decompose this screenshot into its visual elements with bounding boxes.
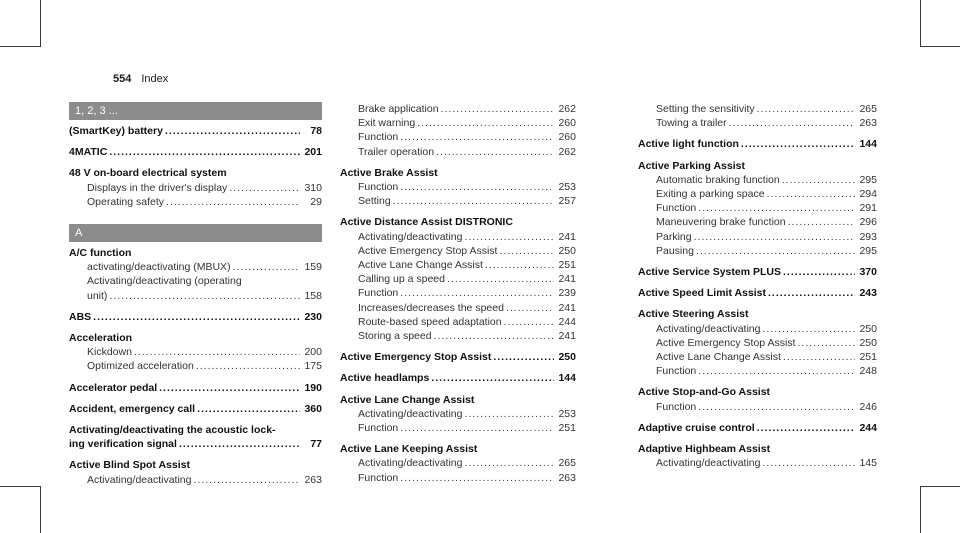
- subentry-wrap: Activating/deactivating (operating: [87, 275, 242, 288]
- entry-heading: Adaptive Highbeam Assist: [638, 443, 771, 456]
- subentry-line[interactable]: [638, 364, 877, 378]
- subentry-line[interactable]: [638, 456, 877, 470]
- index-entry: [638, 102, 877, 130]
- subentry-line[interactable]: [340, 244, 576, 258]
- index-entry: [69, 423, 322, 451]
- leader-dots: [506, 301, 554, 315]
- entry-main-line[interactable]: [69, 124, 322, 138]
- entry-label: Active Lane Change Assist: [656, 351, 781, 364]
- subentry-line[interactable]: [340, 230, 576, 244]
- leader-dots: [400, 130, 554, 144]
- entry-heading: Active Parking Assist: [638, 159, 745, 172]
- entry-label: Active Speed Limit Assist: [638, 287, 766, 300]
- leader-dots: [400, 180, 554, 194]
- page-ref[interactable]: 201: [304, 146, 322, 159]
- leader-dots: [434, 329, 554, 343]
- entry-label: Activating/deactivating: [656, 457, 761, 470]
- index-entry: [69, 246, 322, 303]
- leader-dots: [767, 187, 855, 201]
- leader-dots: [165, 124, 300, 138]
- leader-dots: [762, 456, 855, 470]
- page-header: [113, 73, 168, 85]
- leader-dots: [464, 230, 554, 244]
- entry-label: Storing a speed: [358, 330, 432, 343]
- page-number: 554: [113, 73, 132, 85]
- page-ref[interactable]: 248: [859, 365, 877, 378]
- entry-label: Increases/decreases the speed: [358, 301, 504, 314]
- page-ref[interactable]: 29: [310, 195, 322, 208]
- entry-heading: 48 V on-board electrical system: [69, 167, 227, 180]
- leader-dots: [696, 244, 855, 258]
- entry-label: Trailer operation: [358, 145, 435, 158]
- leader-dots: [783, 265, 855, 279]
- leader-dots: [485, 258, 554, 272]
- entry-label: Activating/deactivating: [358, 230, 463, 243]
- entry-label: activating/deactivating (MBUX): [87, 261, 231, 274]
- page-ref[interactable]: 253: [558, 181, 576, 194]
- index-entry: [69, 166, 322, 209]
- leader-dots: [729, 116, 855, 130]
- page-ref[interactable]: 251: [558, 259, 576, 272]
- page-ref[interactable]: 295: [859, 244, 877, 257]
- leader-dots: [166, 195, 300, 209]
- entry-label: 4MATIC: [69, 146, 108, 159]
- index-entry: [340, 442, 576, 485]
- entry-label: Kickdown: [87, 346, 132, 359]
- entry-label: ABS: [69, 310, 92, 323]
- entry-label: Activating/deactivating: [87, 473, 192, 486]
- section-spacer: [69, 209, 322, 224]
- entry-main-line[interactable]: [69, 402, 322, 416]
- leader-dots: [197, 402, 300, 416]
- page-ref[interactable]: 265: [859, 103, 877, 115]
- entry-label: Calling up a speed: [358, 273, 445, 286]
- entry-label: Adaptive cruise control: [638, 421, 755, 434]
- entry-label: Optimized acceleration: [87, 360, 194, 373]
- entry-heading: Active Blind Spot Assist: [69, 459, 190, 472]
- entry-label: (SmartKey) battery: [69, 125, 163, 137]
- leader-dots: [436, 145, 554, 159]
- index-entry: [69, 124, 322, 138]
- subentry-line[interactable]: [638, 173, 877, 187]
- leader-dots: [417, 116, 554, 130]
- subentry-line[interactable]: [69, 181, 322, 195]
- leader-dots: [109, 289, 300, 303]
- leader-dots: [694, 230, 855, 244]
- subentry-line[interactable]: [340, 272, 576, 286]
- subentry-line[interactable]: [340, 258, 576, 272]
- page-ref[interactable]: 241: [558, 301, 576, 314]
- leader-dots: [229, 181, 300, 195]
- page-ref[interactable]: 263: [859, 117, 877, 130]
- page-ref[interactable]: 244: [558, 315, 576, 328]
- index-entry: [69, 458, 322, 486]
- subentry-line[interactable]: [638, 350, 877, 364]
- entry-main-line[interactable]: [638, 137, 877, 151]
- entry-label: Maneuvering brake function: [656, 216, 786, 229]
- leader-dots: [741, 137, 855, 151]
- index-entry: [69, 331, 322, 374]
- subentry-line[interactable]: [340, 145, 576, 159]
- page-ref[interactable]: 250: [558, 351, 576, 364]
- subentry-line[interactable]: [638, 102, 877, 116]
- entry-heading: A/C function: [69, 247, 132, 260]
- page-ref[interactable]: 77: [310, 438, 322, 451]
- leader-dots: [464, 407, 554, 421]
- entry-label: Operating safety: [87, 195, 165, 208]
- crop-mark: [40, 486, 41, 533]
- subentry-line[interactable]: [340, 329, 576, 343]
- entry-label: Brake application: [358, 103, 439, 115]
- subentry-line[interactable]: [340, 421, 576, 435]
- leader-dots: [109, 145, 300, 159]
- crop-mark: [920, 486, 960, 487]
- index-entry: [638, 265, 877, 279]
- index-entry: [340, 393, 576, 436]
- section-title: Index: [141, 73, 169, 85]
- entry-heading: Activating/deactivating the acoustic lock-: [69, 424, 276, 437]
- index-entry: [340, 350, 576, 364]
- subentry-line[interactable]: [69, 359, 322, 373]
- leader-dots: [499, 244, 554, 258]
- leader-dots: [698, 400, 855, 414]
- entry-main-line[interactable]: [69, 145, 322, 159]
- subentry-line[interactable]: [638, 215, 877, 229]
- leader-dots: [797, 336, 855, 350]
- entry-label: Exiting a parking space: [656, 188, 765, 201]
- entry-label: Active headlamps: [340, 372, 430, 385]
- subentry-line[interactable]: [340, 180, 576, 194]
- leader-dots: [159, 381, 300, 395]
- subentry-line[interactable]: [340, 116, 576, 130]
- subentry-line[interactable]: [69, 195, 322, 209]
- index-entry: [69, 402, 322, 416]
- page-ref[interactable]: 296: [859, 216, 877, 229]
- leader-dots: [768, 286, 855, 300]
- entry-label: Active Emergency Stop Assist: [358, 244, 498, 257]
- page-ref[interactable]: 250: [859, 322, 877, 335]
- page-ref[interactable]: 144: [859, 138, 877, 151]
- subentry-line[interactable]: [340, 286, 576, 300]
- page-ref[interactable]: 262: [558, 145, 576, 158]
- leader-dots: [698, 201, 855, 215]
- entry-label: Active Emergency Stop Assist: [656, 336, 796, 349]
- index-column-2: [340, 102, 576, 485]
- page-ref[interactable]: 251: [859, 351, 877, 364]
- leader-dots: [400, 286, 554, 300]
- subentry-line[interactable]: [340, 407, 576, 421]
- leader-dots: [757, 421, 855, 435]
- subentry-line[interactable]: [638, 322, 877, 336]
- entry-label: Active Lane Change Assist: [358, 259, 483, 272]
- page-ref[interactable]: 370: [859, 266, 877, 279]
- leader-dots: [504, 315, 554, 329]
- subentry-line[interactable]: [69, 473, 322, 487]
- entry-main-line[interactable]: [638, 286, 877, 300]
- entry-label: Active light function: [638, 138, 739, 151]
- subentry-line[interactable]: [340, 102, 576, 116]
- subentry-line[interactable]: [638, 230, 877, 244]
- subentry-line[interactable]: [340, 130, 576, 144]
- page-ref[interactable]: 253: [558, 407, 576, 420]
- page-ref[interactable]: 293: [859, 230, 877, 243]
- page-ref[interactable]: 144: [558, 372, 576, 385]
- entry-label: Active Service System PLUS: [638, 266, 781, 279]
- crop-mark: [920, 46, 960, 47]
- entry-label: Setting the sensitivity: [656, 103, 755, 115]
- entry-label: Function: [656, 202, 697, 215]
- page-ref[interactable]: 241: [558, 273, 576, 286]
- index-entry: [638, 421, 877, 435]
- page-ref[interactable]: 239: [558, 287, 576, 300]
- leader-dots: [196, 359, 300, 373]
- subentry-line[interactable]: [638, 336, 877, 350]
- subentry-line[interactable]: [340, 301, 576, 315]
- page-ref[interactable]: 294: [859, 188, 877, 201]
- index-entry: [638, 385, 877, 413]
- page-ref[interactable]: 244: [859, 421, 877, 434]
- crop-mark: [40, 0, 41, 47]
- page-ref[interactable]: 260: [558, 117, 576, 130]
- leader-dots: [179, 437, 300, 451]
- entry-label: Route-based speed adaptation: [358, 315, 502, 328]
- leader-dots: [782, 173, 855, 187]
- entry-label: Parking: [656, 230, 692, 243]
- entry-label: Accelerator pedal: [69, 381, 158, 394]
- entry-main-line[interactable]: [340, 350, 576, 364]
- subentry-line[interactable]: [638, 400, 877, 414]
- leader-dots: [788, 215, 855, 229]
- leader-dots: [431, 371, 554, 385]
- leader-dots: [757, 102, 855, 116]
- subentry-line[interactable]: [638, 201, 877, 215]
- entry-label: Towing a trailer: [656, 117, 727, 130]
- page-ref[interactable]: 175: [304, 360, 322, 373]
- leader-dots: [783, 350, 855, 364]
- page-ref[interactable]: 360: [304, 402, 322, 415]
- subentry-line[interactable]: [69, 345, 322, 359]
- subentry-line[interactable]: [69, 260, 322, 274]
- section-header: A: [69, 224, 322, 242]
- leader-dots: [393, 194, 554, 208]
- index-entry: [69, 145, 322, 159]
- index-entry: [340, 215, 576, 343]
- page-ref[interactable]: 159: [304, 261, 322, 274]
- page-ref[interactable]: 246: [859, 400, 877, 413]
- page-ref[interactable]: 260: [558, 131, 576, 144]
- leader-dots: [233, 260, 300, 274]
- entry-label: Exit warning: [358, 117, 416, 130]
- entry-label: Function: [358, 471, 399, 484]
- leader-dots: [441, 102, 554, 116]
- leader-dots: [193, 473, 300, 487]
- leader-dots: [400, 471, 554, 485]
- entry-label: Function: [358, 181, 399, 194]
- leader-dots: [134, 345, 300, 359]
- crop-mark: [920, 486, 921, 533]
- entry-main-line[interactable]: [638, 421, 877, 435]
- page-ref[interactable]: 243: [859, 287, 877, 300]
- subentry-line[interactable]: [340, 456, 576, 470]
- index-entry: [638, 442, 877, 470]
- entry-label: Setting: [358, 195, 391, 208]
- crop-mark: [920, 0, 921, 47]
- index-column-3: [638, 102, 877, 470]
- page-ref[interactable]: 310: [304, 181, 322, 194]
- page-ref[interactable]: 257: [558, 195, 576, 208]
- page-ref[interactable]: 241: [558, 230, 576, 243]
- subentry-line[interactable]: [638, 244, 877, 258]
- entry-label: Function: [358, 287, 399, 300]
- entry-main-line[interactable]: [69, 310, 322, 324]
- entry-main-line[interactable]: [69, 381, 322, 395]
- page-ref[interactable]: 250: [859, 336, 877, 349]
- page-ref[interactable]: 158: [304, 289, 322, 302]
- entry-main-line[interactable]: [340, 371, 576, 385]
- index-entry: [638, 159, 877, 258]
- crop-mark: [0, 46, 41, 47]
- entry-label: Pausing: [656, 244, 694, 257]
- index-entry: [638, 137, 877, 151]
- leader-dots: [93, 310, 300, 324]
- subentry-line[interactable]: [638, 187, 877, 201]
- index-entry: [69, 310, 322, 324]
- page-ref[interactable]: 78: [310, 125, 322, 137]
- page-ref[interactable]: 230: [304, 310, 322, 323]
- entry-main-line[interactable]: [638, 265, 877, 279]
- entry-label: Activating/deactivating: [358, 407, 463, 420]
- page-ref[interactable]: 145: [859, 457, 877, 470]
- entry-label: Accident, emergency call: [69, 402, 196, 415]
- entry-heading: Active Brake Assist: [340, 166, 438, 179]
- entry-label: Activating/deactivating: [358, 457, 463, 470]
- index-entry: [340, 166, 576, 209]
- entry-label: Displays in the driver's display: [87, 181, 228, 194]
- leader-dots: [762, 322, 855, 336]
- entry-heading: Acceleration: [69, 332, 133, 345]
- index-entry: [638, 307, 877, 378]
- page-ref[interactable]: 262: [558, 103, 576, 115]
- subentry-line[interactable]: [638, 116, 877, 130]
- entry-label: Activating/deactivating: [656, 322, 761, 335]
- entry-heading: Active Lane Keeping Assist: [340, 443, 478, 456]
- leader-dots: [400, 421, 554, 435]
- entry-heading: Active Lane Change Assist: [340, 393, 475, 406]
- entry-heading: Active Steering Assist: [638, 308, 749, 321]
- page-ref[interactable]: 250: [558, 244, 576, 257]
- index-entry: [340, 371, 576, 385]
- leader-dots: [464, 456, 554, 470]
- subentry-line[interactable]: [340, 315, 576, 329]
- page-ref[interactable]: 200: [304, 346, 322, 359]
- page-ref[interactable]: 265: [558, 457, 576, 470]
- entry-main-line[interactable]: [69, 437, 322, 451]
- entry-label: Active Emergency Stop Assist: [340, 351, 492, 364]
- entry-label: Function: [656, 365, 697, 378]
- page-ref[interactable]: 291: [859, 202, 877, 215]
- leader-dots: [698, 364, 855, 378]
- page-ref[interactable]: 295: [859, 173, 877, 186]
- subentry-line[interactable]: [340, 471, 576, 485]
- section-header: 1, 2, 3 ...: [69, 102, 322, 120]
- index-column-1: [69, 102, 322, 487]
- entry-label: Function: [358, 131, 399, 144]
- page-ref[interactable]: 190: [304, 381, 322, 394]
- index-entry: [638, 286, 877, 300]
- entry-label: unit): [87, 289, 108, 302]
- index-entry: [69, 381, 322, 395]
- entry-label: Function: [656, 400, 697, 413]
- entry-heading: Active Distance Assist DISTRONIC: [340, 216, 513, 229]
- page-ref[interactable]: 241: [558, 330, 576, 343]
- page-ref[interactable]: 263: [558, 471, 576, 484]
- entry-label: Function: [358, 422, 399, 435]
- subentry-line[interactable]: [69, 289, 322, 303]
- index-entry: [340, 102, 576, 159]
- entry-label: Automatic braking function: [656, 173, 780, 186]
- leader-dots: [447, 272, 554, 286]
- leader-dots: [493, 350, 554, 364]
- crop-mark: [0, 486, 41, 487]
- subentry-line[interactable]: [340, 194, 576, 208]
- entry-heading: Active Stop-and-Go Assist: [638, 386, 771, 399]
- page-ref[interactable]: 251: [558, 422, 576, 435]
- page-ref[interactable]: 263: [304, 473, 322, 486]
- entry-label: ing verification signal: [69, 438, 177, 451]
